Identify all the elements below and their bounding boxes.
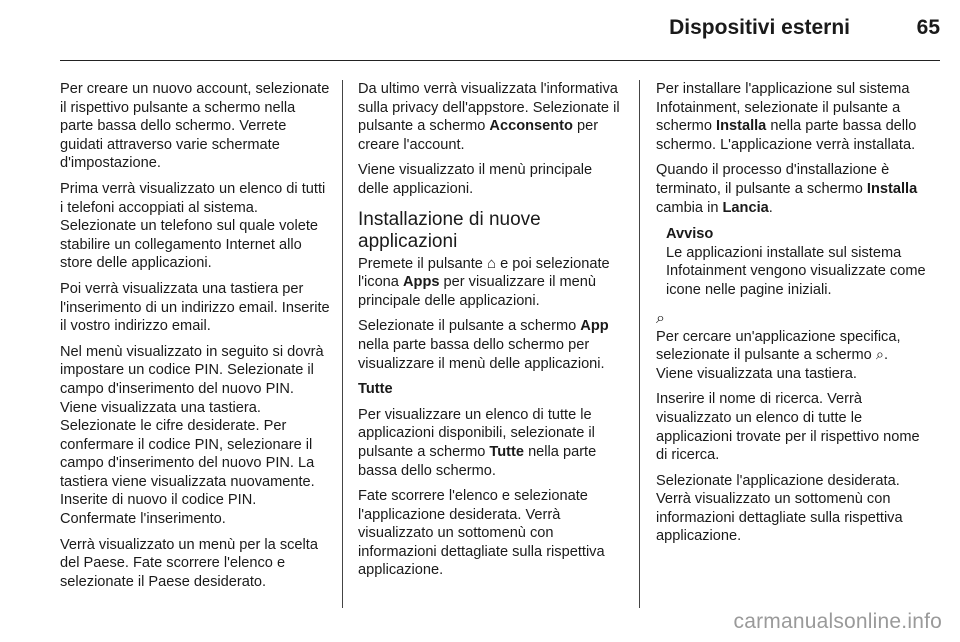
text-run: Per installare l'applicazione sul sistema Infotainment, selezionate il pulsante a schermo bbox=[656, 81, 910, 135]
note-title: Avviso bbox=[666, 226, 714, 243]
paragraph bbox=[358, 255, 626, 311]
paragraph bbox=[358, 406, 626, 480]
home-icon: ⌂ bbox=[486, 254, 497, 272]
button-label-installa: Installa bbox=[866, 180, 918, 197]
text-run: Per visualizzare un elenco di tutte le applicazioni disponibili, selezionate il pulsante a schermo bbox=[358, 406, 595, 460]
watermark: carmanualsonline.info bbox=[733, 610, 942, 633]
text-column-3 bbox=[656, 80, 926, 553]
paragraph: Nel menù visualizzato in seguito si dovrà impostare un codice PIN. Selezionate il campo d'inserimento del nuovo PIN. Viene visualizzata una tastiera. Selezionate le cifre desiderate. Per confermare il codice PIN, selezionare il campo d'inserimento del nuovo PIN. La tastiera viene visualizzata nuovamente. Inserite di nuovo il codice PIN. Confermate l'inserimento. bbox=[60, 343, 324, 528]
text-run: Selezionate il pulsante a schermo bbox=[358, 318, 581, 335]
paragraph: Poi verrà visualizzata una tastiera per l'inserimento di un indirizzo email. Inserite il vostro indirizzo email. bbox=[60, 280, 330, 335]
text-run: . bbox=[768, 199, 773, 216]
text-run: e poi selezionate l'icona bbox=[358, 255, 610, 291]
icon-label-apps: Apps bbox=[402, 274, 440, 291]
search-icon: ⌕ bbox=[656, 309, 665, 327]
header-divider bbox=[60, 60, 940, 61]
paragraph bbox=[656, 80, 926, 154]
text-run: Da ultimo verrà visualizzata l'informativa sulla privacy dell'appstore. Selezionate il pulsante a schermo bbox=[358, 81, 620, 135]
note-text: Le applicazioni installate sul sistema Infotainment vengono visualizzate come icone nelle pagine iniziali. bbox=[666, 244, 926, 298]
note-box bbox=[666, 225, 926, 299]
paragraph: Viene visualizzato il menù principale delle applicazioni. bbox=[358, 162, 593, 197]
button-label-tutte: Tutte bbox=[489, 443, 525, 460]
paragraph bbox=[358, 317, 626, 373]
paragraph: Fate scorrere l'elenco e selezionate l'applicazione desiderata. Verrà visualizzato un sottomenù con informazioni dettagliate sulla rispettiva applicazione. bbox=[358, 488, 605, 579]
column-divider bbox=[342, 80, 343, 608]
text-run: Per cercare un'applicazione specifica, selezionate il pulsante a schermo bbox=[656, 328, 901, 364]
paragraph bbox=[656, 161, 926, 217]
text-run: nella parte bassa dello schermo per visualizzare il menù delle applicazioni. bbox=[358, 336, 605, 372]
search-icon: ⌕ bbox=[875, 347, 885, 364]
paragraph: Inserire il nome di ricerca. Verrà visualizzato un elenco di tutte le applicazioni trovate per il rispettivo nome di ricerca. bbox=[656, 391, 920, 464]
text-run: nella parte bassa dello schermo. L'applicazione verrà installata. bbox=[656, 118, 917, 153]
text-run: per creare l'account. bbox=[358, 118, 599, 153]
subsection-heading: Tutte bbox=[358, 381, 393, 398]
paragraph: Prima verrà visualizzato un elenco di tutti i telefoni accoppiati al sistema. Selezionate un telefono sul quale volete stabilire un collegamento Internet allo store delle applicazioni. bbox=[60, 180, 326, 272]
text-run: . Viene visualizzata una tastiera. bbox=[656, 347, 889, 382]
paragraph: Selezionate l'applicazione desiderata. Verrà visualizzato un sottomenù con informazioni dettagliate sulla rispettiva applicazione. bbox=[656, 472, 903, 545]
text-run: Quando il processo d'installazione è terminato, il pulsante a schermo bbox=[656, 162, 890, 197]
page-header-title: Dispositivi esterni bbox=[669, 16, 850, 39]
paragraph: Verrà visualizzato un menù per la scelta del Paese. Fate scorrere l'elenco e selezionate il Paese desiderato. bbox=[60, 536, 318, 590]
page-number: 65 bbox=[916, 16, 940, 39]
button-label-lancia: Lancia bbox=[722, 199, 769, 216]
paragraph bbox=[656, 328, 926, 384]
text-run: Premete il pulsante bbox=[358, 255, 487, 272]
text-run: cambia in bbox=[656, 199, 723, 216]
text-run: nella parte bassa dello schermo. bbox=[358, 443, 597, 479]
text-column-1 bbox=[60, 80, 330, 598]
column-divider bbox=[639, 80, 640, 608]
section-heading: Installazione di nuove applicazioni bbox=[358, 208, 541, 252]
paragraph: Per creare un nuovo account, selezionate il rispettivo pulsante a schermo nella parte bassa dello schermo. Verrete guidati attraverso varie schermate d'impostazione. bbox=[60, 81, 330, 172]
button-label-app: App bbox=[580, 318, 609, 335]
text-run: per visualizzare il menù principale delle applicazioni. bbox=[358, 274, 597, 309]
text-column-2 bbox=[358, 80, 626, 587]
paragraph bbox=[358, 80, 626, 154]
button-label-installa: Installa bbox=[716, 118, 767, 135]
button-label-acconsento: Acconsento bbox=[489, 118, 573, 135]
